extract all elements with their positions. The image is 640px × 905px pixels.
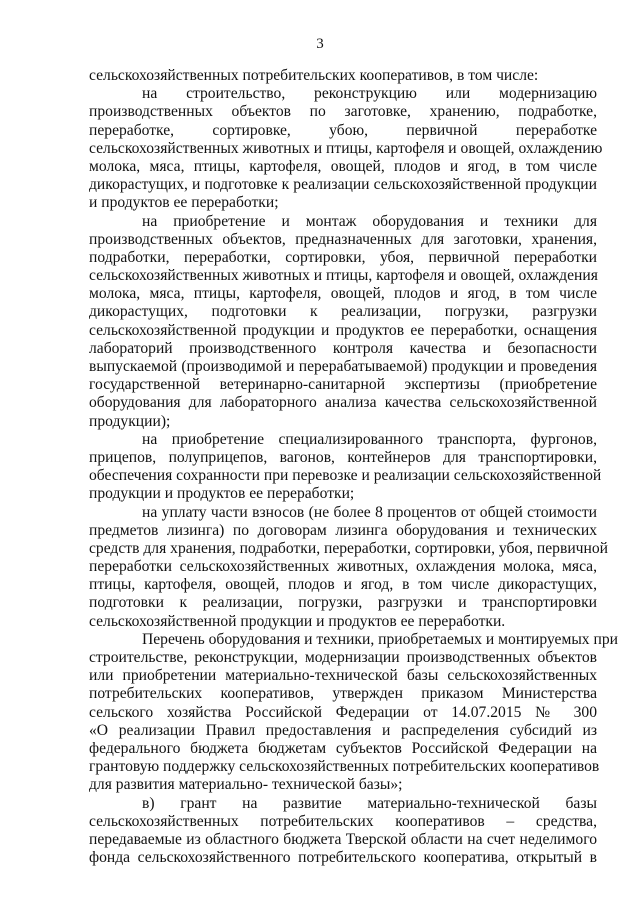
text-line: грантовую поддержку сельскохозяйственных потребительских кооперативов <box>89 758 600 776</box>
text-line: сельскохозяйственных животных и птицы, картофеля и овощей, охлаждения <box>89 267 598 285</box>
text-line: средств для хранения, подработки, переработки, сортировки, убоя, первичной <box>89 539 608 557</box>
text-line: сельскохозяйственных животных и птицы, картофеля и овощей, охлаждению <box>89 139 603 157</box>
text-line: молока, мяса, птицы, картофеля, овощей, плодов и ягод, в том числе <box>89 157 597 175</box>
text-line: подготовки к реализации, погрузки, разгрузки и транспортировки <box>89 594 597 612</box>
text-line: потребительских кооперативов, утвержден приказом Министерства <box>89 685 597 703</box>
text-line: фонда сельскохозяйственного потребительского кооператива, открытый в <box>89 849 597 867</box>
text-line: сельскохозяйственной продукции и продуктов ее переработки. <box>89 612 506 630</box>
text-line: продукции и продуктов ее переработки; <box>89 485 355 503</box>
page-number: 3 <box>316 36 324 52</box>
text-line: сельскохозяйственных потребительских кооперативов – средства, <box>89 812 597 830</box>
text-line: производственных объектов, предназначенных для заготовки, хранения, <box>89 230 597 248</box>
text-line: для развития материально- технической базы»; <box>89 776 403 794</box>
text-line: государственной ветеринарно-санитарной экспертизы (приобретение <box>89 376 597 394</box>
text-line: обеспечения сохранности при перевозке и реализации сельскохозяйственной <box>89 467 602 485</box>
text-line: молока, мяса, птицы, картофеля, овощей, плодов и ягод, в том числе <box>89 285 597 303</box>
text-line: федерального бюджета бюджетам субъектов Российской Федерации на <box>89 739 597 757</box>
text-line: дикорастущих, подготовки к реализации, погрузки, разгрузки <box>89 303 597 321</box>
text-line: сельскохозяйственных потребительских кооперативов, в том числе: <box>89 67 539 84</box>
text-line: продукции); <box>89 412 171 430</box>
text-line: подработки, переработки, сортировки, убоя, первичной переработки <box>89 248 597 266</box>
text-line: птицы, картофеля, овощей, плодов и ягод, в том числе дикорастущих, <box>89 576 597 594</box>
text-line: строительстве, реконструкции, модернизации производственных объектов <box>89 649 597 666</box>
text-line: на строительство, реконструкцию или модернизацию <box>142 85 597 103</box>
document-body-text <box>89 67 618 867</box>
text-line: дикорастущих, и подготовке к реализации сельскохозяйственной продукции <box>89 176 597 194</box>
text-line: оборудования для лабораторного анализа качества сельскохозяйственной <box>89 394 597 412</box>
text-line: лабораторий производственного контроля качества и безопасности <box>89 339 597 357</box>
text-line: на приобретение и монтаж оборудования и техники для <box>142 212 597 230</box>
text-line: на приобретение специализированного транспорта, фургонов, <box>142 430 597 448</box>
text-line: переработки сельскохозяйственных животных, охлаждения молока, мяса, <box>89 558 597 576</box>
text-line: передаваемые из областного бюджета Тверской области на счет неделимого <box>89 830 597 848</box>
text-line: прицепов, полуприцепов, вагонов, контейнеров для транспортировки, <box>89 448 597 466</box>
text-line: или приобретении материально-технической базы сельскохозяйственных <box>89 667 597 685</box>
text-line: выпускаемой (производимой и перерабатываемой) продукции и проведения <box>89 358 597 375</box>
text-line: производственных объектов по заготовке, хранению, подработке, <box>89 103 597 121</box>
text-line: и продуктов ее переработки; <box>89 194 279 212</box>
text-line: переработке, сортировке, убою, первичной переработке <box>89 121 597 139</box>
text-line: в) грант на развитие материально-технической базы <box>142 794 597 812</box>
text-line: на уплату части взносов (не более 8 процентов от общей стоимости <box>142 503 597 521</box>
text-line: «О реализации Правил предоставления и распределения субсидий из <box>89 721 597 739</box>
text-line: предметов лизинга) по договорам лизинга оборудования и технических <box>89 521 597 539</box>
text-line: сельскохозяйственной продукции и продуктов ее переработки, оснащения <box>89 321 597 339</box>
text-line: Перечень оборудования и техники, приобретаемых и монтируемых при <box>142 630 618 648</box>
text-line: сельского хозяйства Российской Федерации от 14.07.2015 № 300 <box>89 703 597 721</box>
